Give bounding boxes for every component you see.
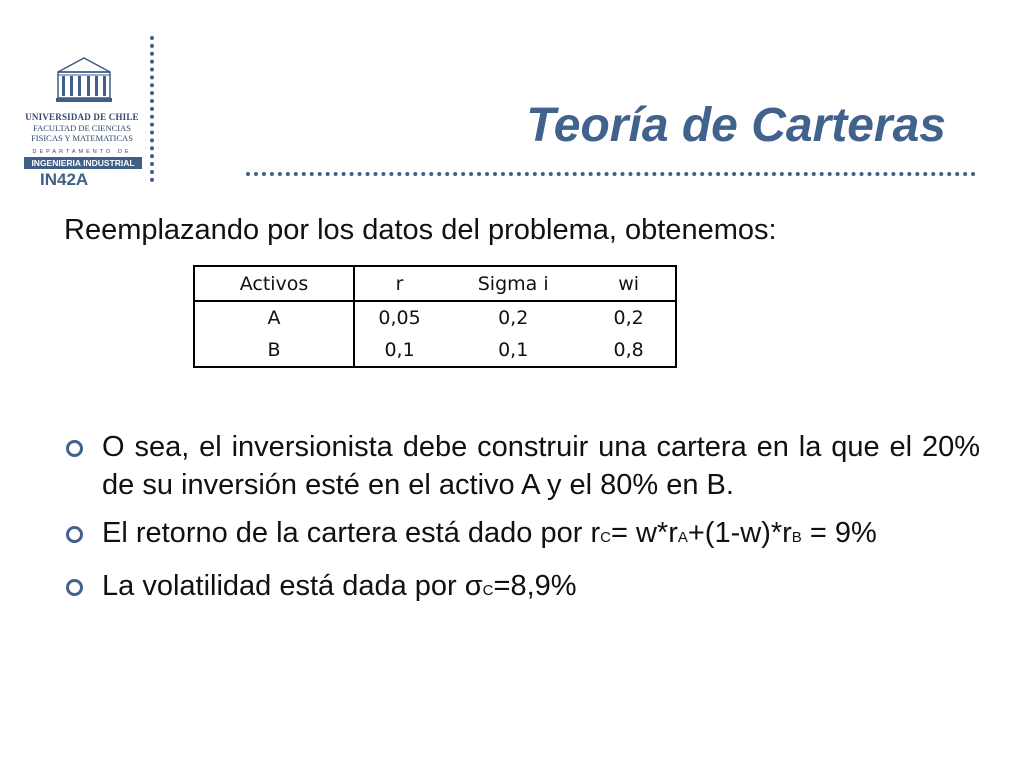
table-cell-r: 0,05 <box>378 307 421 329</box>
bullet-portfolio-weights <box>64 428 980 504</box>
table-cell-sigma: 0,2 <box>498 307 529 329</box>
table-row <box>194 301 676 334</box>
bullet-portfolio-return <box>64 514 980 557</box>
logo-faculty-line2: FISICAS Y MATEMATICAS <box>31 133 133 143</box>
bullet-text-part: = 9% <box>801 517 877 549</box>
bullet-ring-icon <box>66 440 83 457</box>
logo-faculty-line1: FACULTAD DE CIENCIAS <box>32 123 132 133</box>
university-logo <box>16 40 148 190</box>
table-cell-r: 0,1 <box>384 339 415 361</box>
bullet-text-part: La volatilidad está dada por <box>102 570 465 602</box>
bullet-ring-icon <box>66 526 83 543</box>
subscript-a: A <box>677 529 688 546</box>
bullet-text-part: +(1-w)*r <box>687 517 792 549</box>
table-header-wi: wi <box>582 266 676 301</box>
subscript-c: C <box>482 582 494 599</box>
table-cell-activo: B <box>194 334 354 367</box>
table-header-r: r <box>354 266 444 301</box>
logo-department-name: INGENIERIA INDUSTRIAL <box>31 158 135 168</box>
bullet-text-part: = w*r <box>610 517 678 549</box>
table-header-activos: Activos <box>194 266 354 301</box>
table-cell-wi: 0,2 <box>613 307 644 329</box>
slide-title: Teoría de Carteras <box>526 99 946 152</box>
logo-university-name: UNIVERSIDAD DE CHILE <box>25 112 139 122</box>
table-header-row <box>194 266 676 301</box>
title-dotted-underline <box>246 172 976 176</box>
bullet-text-part: El retorno de la cartera está dado por r <box>102 517 601 549</box>
table-cell-activo: A <box>194 301 354 334</box>
logo-department-line: DEPARTAMENTO DE <box>32 149 132 155</box>
table-header-sigma: Sigma i <box>444 266 582 301</box>
table-row <box>194 334 676 367</box>
table-cell-sigma: 0,1 <box>498 339 529 361</box>
bullet-list <box>64 428 980 620</box>
subscript-c: C <box>600 529 611 546</box>
assets-table <box>193 265 677 368</box>
vertical-dotted-divider <box>150 36 154 182</box>
bullet-ring-icon <box>66 579 83 596</box>
bullet-text: O sea, el inversionista debe construir una cartera en la que el 20% de su inversión esté en el activo A y el 80% en B. <box>102 431 980 501</box>
intro-text: Reemplazando por los datos del problema, obtenemos: <box>64 214 777 246</box>
subscript-b: B <box>791 529 802 546</box>
sigma-symbol: σ <box>464 570 483 602</box>
bullet-volatility <box>64 567 980 610</box>
table-cell-wi: 0,8 <box>613 339 644 361</box>
logo-department-bar <box>24 157 142 169</box>
bullet-text-part: =8,9% <box>493 570 577 602</box>
university-building-icon <box>54 54 114 104</box>
course-code: IN42A <box>40 170 89 189</box>
